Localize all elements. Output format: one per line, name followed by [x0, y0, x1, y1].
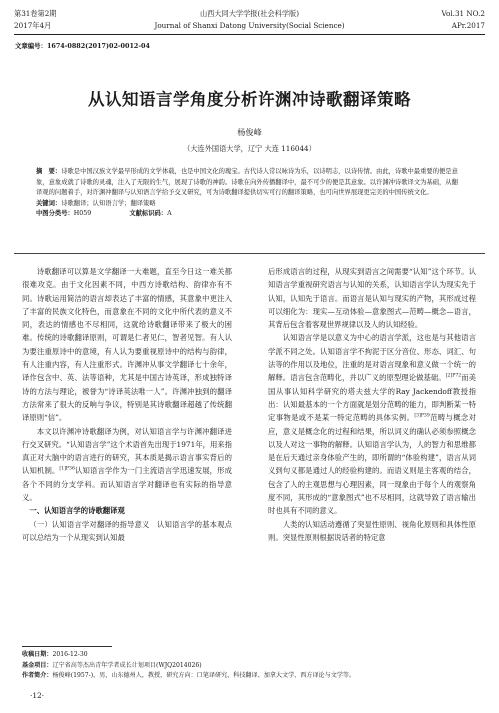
- keywords-line: [36, 199, 464, 210]
- author-name: 杨俊峰: [237, 127, 262, 137]
- fund-value: 辽宁省高等杰出青年学者成长计划项目(WJQ2014026): [52, 661, 202, 669]
- doc-number: 文章编号：1674-0882(2017)02-0012-04: [15, 42, 150, 50]
- doc-code-field: [129, 210, 171, 217]
- author-info-line: [22, 671, 482, 682]
- footnote-block: [22, 650, 482, 682]
- body-paragraph: 诗歌翻译可以算是文学翻译一大难题，直至今日这一难关都很难攻克。由于文化因素不同，中西方诗歌结构、韵律亦有不同。诗歌运用简洁的语言却表达了丰富的情感，其意象中更注入了丰富的民族文化特色，而意象在不同的文化中所代表的意义不同，表达的情感也不尽相同，这就给诗歌翻译带来了极大的困难。传统的诗歌翻译原则，可谓是仁者见仁，智者见智。有人认为要注重原诗中的意境，有人认为要重视原诗中的结构与韵律，有人注重内容，有人注重形式。许渊冲从事文学翻译七十余年，译作包含中、英、法等语种，尤其是中国古诗英译，形成独特译诗的方法与理论，被誉为“诗译英法唯一人”。许渊冲独到的翻译方法常来了很大的反响与争议，特别是其诗歌翻译超越了传统翻译原则“信”。: [22, 267, 232, 423]
- abstract-divider: [14, 253, 485, 254]
- header-journal: [14, 8, 485, 32]
- body-paragraph: 人类的认知活动遵循了突显性原则、视角化原则和具体性原则。突显性原则根据说话者的特定意: [268, 519, 476, 542]
- received-label: 收稿日期：: [22, 651, 53, 658]
- author-info-value: 杨俊峰(1957-)，男，山东德州人，教授，研究方向：口笔译研究、科技翻译、加拿大文学、西方译论与文学等。: [52, 672, 356, 679]
- body-paragraph: 后形成语言的过程，从现实到语言之间需要“认知”这个环节。认知语言学重视研究语言与认知的关系，认知语言学认为现实先于认知，认知先于语言。而语言是认知与现实的产物，其形成过程可以细化为：现实—互动体验—意象图式—范畴—概念—语言，其背后包含着客观世界规律以及人的认知经验。: [268, 267, 476, 330]
- abstract-label: 摘 要：: [36, 168, 62, 175]
- keywords-text: 诗歌翻译；认知语言学；翻译策略: [61, 199, 156, 207]
- author-info-label: 作者简介：: [22, 672, 53, 679]
- left-column: [22, 265, 232, 544]
- citation-ref: [2]P72: [445, 373, 462, 379]
- paragraph-text: 范畴与概念对应，意义是概念化的过程和结果，所以词义的确认必须参照概念以及人对这一事物的解释。认知语言学认为，人的智力和思维都是在后天通过亲身体验产生的，即所谓的“体验构建”，语言从词义到句义都是通过人的经验构建的。而语义则是主客观的结合，包含了人的主观思想与心理因素，同一现象由于每个人的观察角度不同，其形成的“意象图式”也不尽相同，这就导致了语言输出时也具有不同的意义。: [268, 413, 476, 516]
- header-right-line2: APr.2017: [451, 21, 485, 30]
- doc-code-value: A: [167, 210, 172, 218]
- section-heading: 一、认知语言学的诗歌翻译观: [29, 506, 125, 516]
- abstract-text: [36, 167, 464, 199]
- paper-title: 从认知语言学角度分析许渊冲诗歌翻译策略: [88, 90, 411, 109]
- header-left-line2: 2017年4月: [14, 21, 52, 30]
- subsection-paragraph: （一）认知语言学对翻译的指导意义 认知语言学的基本观点可以总结为一个从现实到认知最: [22, 519, 232, 542]
- citation-ref: [3]P39: [414, 413, 430, 419]
- body-paragraph: [22, 425, 232, 505]
- header-center-line2: Journal of Shanxi Datong University(Social Science): [154, 21, 345, 30]
- clc-field: [36, 210, 91, 217]
- header-right-line1: Vol.31 NO.2: [441, 9, 485, 18]
- body-paragraph: [268, 331, 476, 517]
- classification-line: [36, 209, 464, 220]
- abstract-body: 诗歌是中国汉族文学最早形成的文学体载，也是中国文化的瑰宝。古代诗人常以咏诗为乐，以诗明志，以诗传情。由此，诗歌中最重要的便是意象，意象成就了诗歌的灵魂，注入了无限的生气，展现了诗歌的神韵。诗歌在向外传播翻译中，最不可少的便是其意象。以许渊冲诗歌译文为基础，从翻译观的问题着手，对许渊冲翻译与认知语言学给予交叉研究，可为诗歌翻译提供切实可行的翻译策略，也可向世界展现更完美的中国传统文化。: [36, 168, 458, 197]
- running-header: [14, 8, 485, 35]
- header-left-line1: 第31卷第2期: [14, 9, 57, 18]
- received-value: 2016-12-30: [52, 651, 88, 658]
- doc-code-label: 文献标识码：: [129, 210, 168, 218]
- right-column: [268, 265, 476, 544]
- received-line: [22, 650, 482, 661]
- paragraph-text: 本文以许渊冲诗歌翻译为例，对认知语言学与许渊冲翻译进行交叉研究。“认知语言学”这个术语首先出现于1971年，用来指真正对大脑中的语言进行的研究，其本质是揭示语言事实背后的认知机制。: [22, 426, 232, 476]
- paragraph-text: 而美国从事认知科学研究的塔夫兹大学的Ray Jackendoff教授指出：认知最基本的一个方面就是划分范畴的能力，即判断某一特定事物是或不是某一特定范畴的具体实例。: [268, 373, 476, 423]
- clc-value: H059: [73, 210, 92, 218]
- author-affiliation: （大连外国语大学，辽宁 大连 116044）: [183, 144, 316, 153]
- abstract-block: [36, 167, 464, 220]
- fund-line: [22, 661, 482, 672]
- citation-ref: [1]P36: [59, 467, 75, 473]
- header-center-line1: 山西大同大学学报(社会科学版): [199, 9, 300, 18]
- footnote-divider: [22, 646, 112, 647]
- paragraph-text: 认知语言学是以意义为中心的语言学派，这也是与其他语言学派不同之处。认知语言学不拘泥于区分音位、形态、词汇、句法等的作用以及地位，注重的是对语言现象和意义做一个统一的解释。语言包含范畴化，并以广义的原型理论做基础。: [268, 333, 476, 383]
- keywords-label: 关键词：: [36, 199, 62, 207]
- fund-label: 基金项目：: [22, 661, 53, 669]
- page-number: ·12·: [30, 691, 45, 700]
- clc-label: 中图分类号：: [36, 210, 74, 218]
- paragraph-text: 认知语言学作为一门主流语言学迅速发展，形成各个不同的分支学科。而认知语言学对翻译也有实际的指导意义。: [22, 466, 232, 503]
- header-vol-en: [442, 8, 486, 32]
